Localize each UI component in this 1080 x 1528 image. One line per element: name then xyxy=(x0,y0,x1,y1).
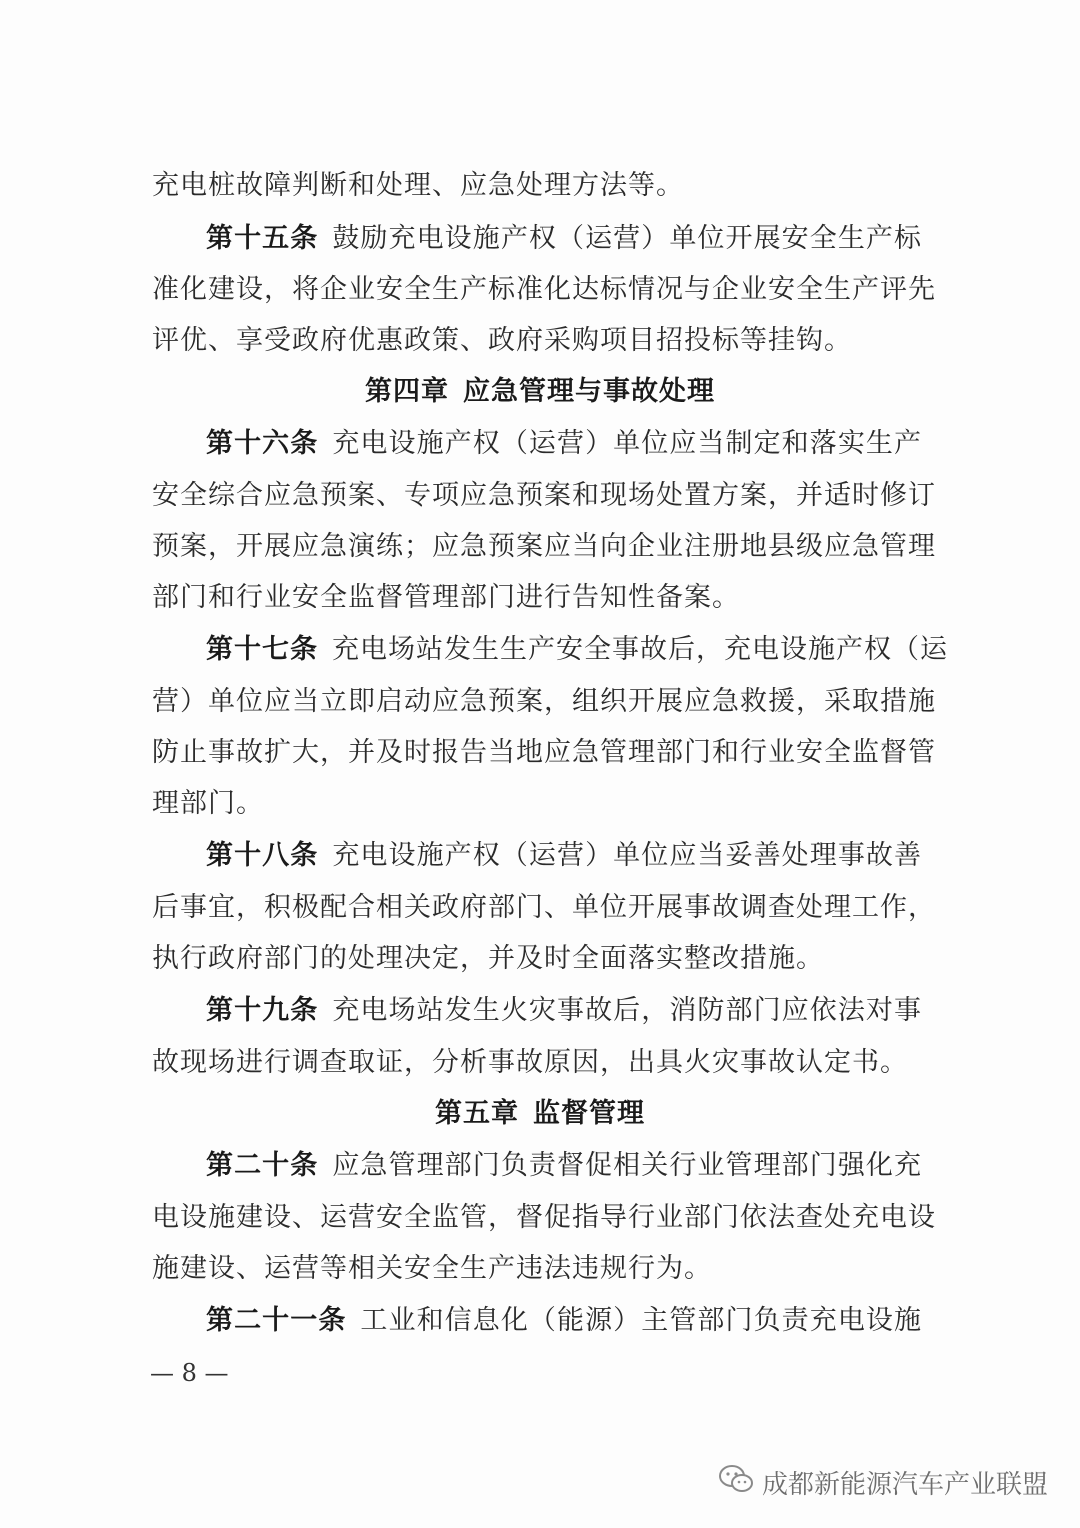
text-line: 准化建设，将企业安全生产标准化达标情况与企业安全生产评先 xyxy=(152,274,936,305)
article-text: 应急管理部门负责督促相关行业管理部门强化充 xyxy=(332,1150,923,1181)
article-21-heading: 第二十一条 xyxy=(206,1305,347,1336)
page-number: — 8 — xyxy=(150,1359,229,1387)
text-line: 预案，开展应急演练；应急预案应当向企业注册地县级应急管理 xyxy=(152,531,936,562)
chapter-title: 应急管理与事故处理 xyxy=(463,376,715,407)
article-text: 充电场站发生火灾事故后，消防部门应依法对事 xyxy=(332,995,923,1026)
text-line: 防止事故扩大，并及时报告当地应急管理部门和行业安全监督管 xyxy=(152,737,936,768)
wechat-icon xyxy=(718,1464,762,1501)
text-line: 充电桩故障判断和处理、应急处理方法等。 xyxy=(152,170,684,201)
text-line: 故现场进行调查取证，分析事故原因，出具火灾事故认定书。 xyxy=(152,1047,908,1078)
article-16-heading: 第十六条 xyxy=(206,428,319,459)
text-line: 理部门。 xyxy=(152,788,264,819)
text-line: 安全综合应急预案、专项应急预案和现场处置方案，并适时修订 xyxy=(152,480,936,511)
chapter-number: 第五章 xyxy=(435,1098,519,1129)
article-18-heading: 第十八条 xyxy=(206,840,319,871)
watermark xyxy=(718,1464,1048,1501)
article-15-heading: 第十五条 xyxy=(206,223,319,254)
article-19-heading: 第十九条 xyxy=(206,995,319,1026)
chapter-5-heading xyxy=(0,1096,1080,1132)
text-line: 评优、享受政府优惠政策、政府采购项目招投标等挂钩。 xyxy=(152,325,852,356)
article-20-line-1 xyxy=(206,1148,922,1184)
article-text: 工业和信息化（能源）主管部门负责充电设施 xyxy=(360,1305,923,1336)
article-21-line-1 xyxy=(206,1303,922,1339)
chapter-title: 监督管理 xyxy=(533,1098,645,1129)
text-line: 部门和行业安全监督管理部门进行告知性备案。 xyxy=(152,582,740,613)
article-text: 充电设施产权（运营）单位应当制定和落实生产 xyxy=(332,428,923,459)
article-19-line-1 xyxy=(206,993,922,1029)
article-text: 充电设施产权（运营）单位应当妥善处理事故善 xyxy=(332,840,923,871)
watermark-text: 成都新能源汽车产业联盟 xyxy=(761,1470,1048,1500)
article-18-line-1 xyxy=(206,838,922,874)
text-line: 后事宜，积极配合相关政府部门、单位开展事故调查处理工作， xyxy=(152,892,936,923)
text-line: 施建设、运营等相关安全生产违法违规行为。 xyxy=(152,1253,712,1284)
article-15-line-1 xyxy=(206,221,922,257)
article-17-heading: 第十七条 xyxy=(206,634,318,665)
article-text: 鼓励充电设施产权（运营）单位开展安全生产标 xyxy=(332,223,923,254)
chapter-4-heading xyxy=(0,374,1080,410)
text-line: 执行政府部门的处理决定，并及时全面落实整改措施。 xyxy=(152,943,824,974)
article-17-line-1 xyxy=(206,632,948,668)
text-line: 电设施建设、运营安全监管，督促指导行业部门依法查处充电设 xyxy=(152,1202,936,1233)
article-text: 充电场站发生生产安全事故后，充电设施产权（运 xyxy=(332,634,948,665)
article-20-heading: 第二十条 xyxy=(206,1150,319,1181)
article-16-line-1 xyxy=(206,426,922,462)
chapter-number: 第四章 xyxy=(365,376,449,407)
text-line: 营）单位应当立即启动应急预案，组织开展应急救援，采取措施 xyxy=(152,686,936,717)
